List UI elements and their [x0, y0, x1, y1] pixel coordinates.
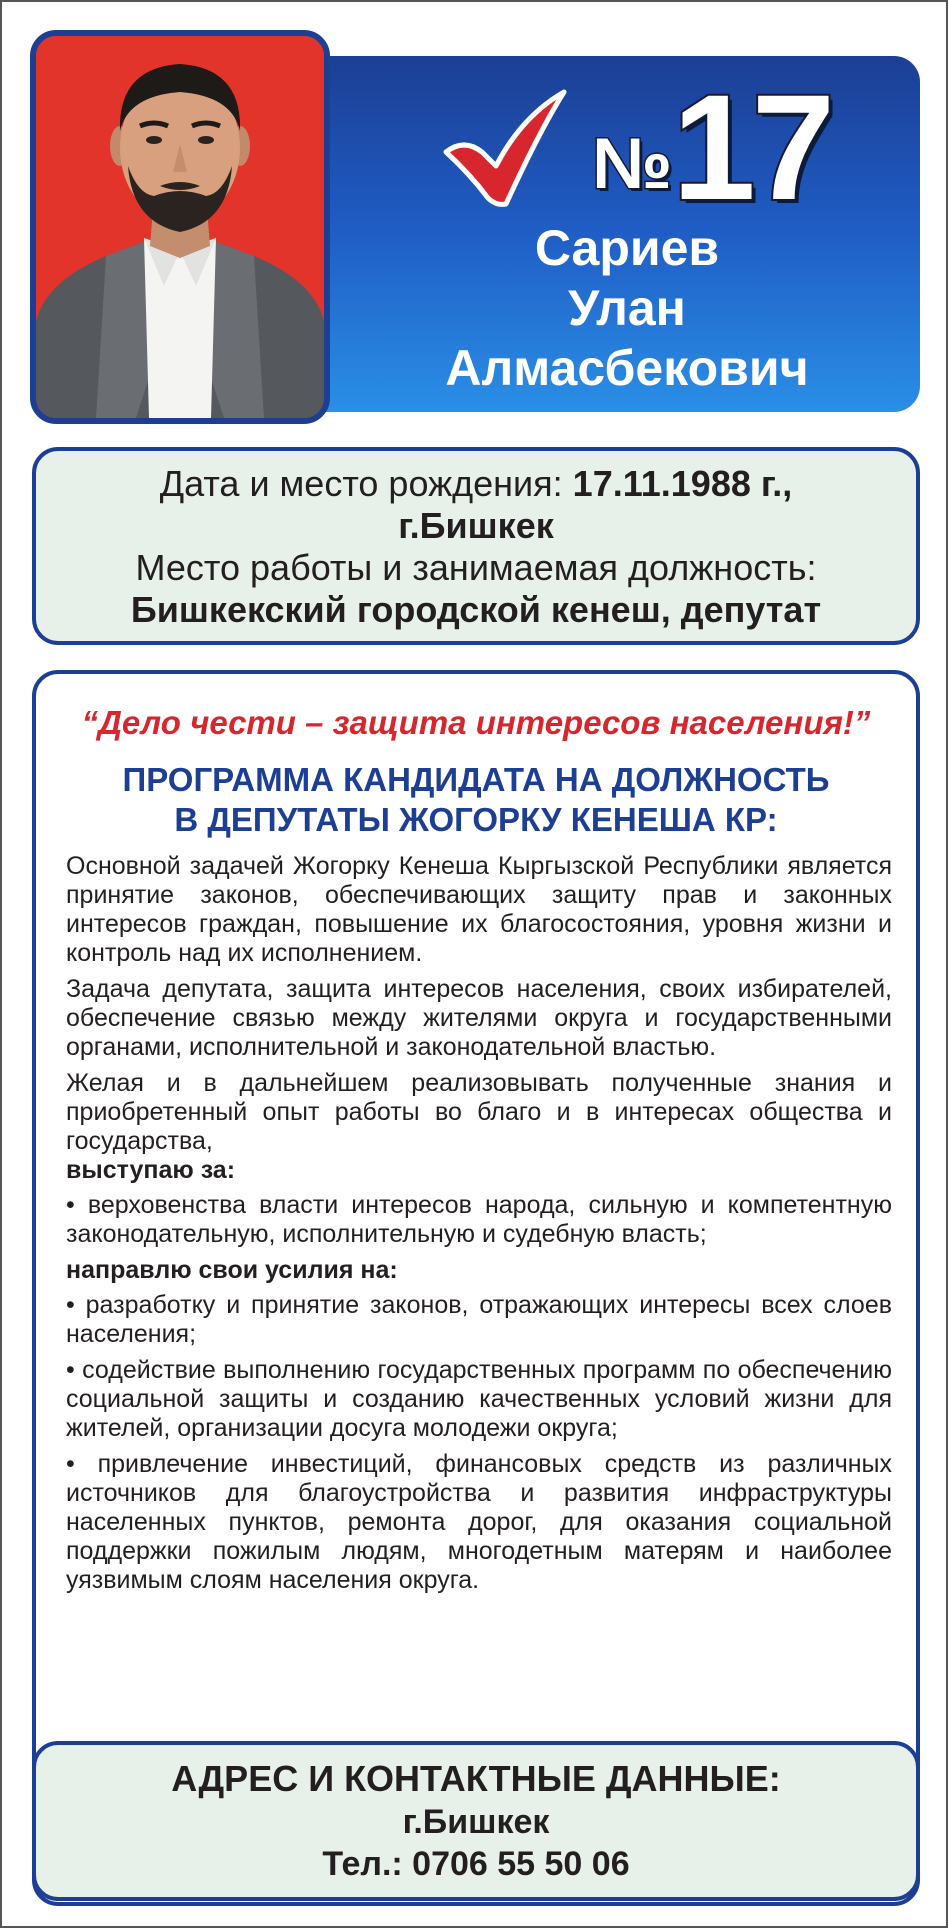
candidate-photo	[30, 30, 330, 424]
list-item: • содействие выполнению государственных программ по обеспечению социальной защиты и созданию качественных условий жизни для жителей, организации досуга молодежи округа;	[66, 1356, 892, 1442]
program-text	[66, 852, 892, 1602]
program-title	[36, 760, 916, 840]
surname: Сариев	[534, 220, 720, 276]
number-value: 17	[672, 63, 832, 231]
candidate-name	[402, 218, 852, 398]
first-name: Улан	[568, 280, 686, 336]
work-value: Бишкекский городской кенеш, депутат	[130, 589, 822, 630]
list-item: • разработку и принятие законов, отражающих интересы всех слоев населения;	[66, 1291, 892, 1348]
efforts-heading: направлю свои усилия на:	[66, 1256, 398, 1284]
program-title-line: ПРОГРАММА КАНДИДАТА НА ДОЛЖНОСТЬ	[122, 761, 830, 798]
program-title-line: В ДЕПУТАТЫ ЖОГОРКУ КЕНЕША КР:	[174, 801, 778, 838]
list-item: • привлечение инвестиций, финансовых средств из различных источников для благоустройства и развития инфраструктуры населенных пунктов, ремонта дорог, для оказания социальной поддержки пожилым людям, многодетным матерям и наиболее уязвимым слоям населения округа.	[66, 1450, 892, 1594]
contact-title: АДРЕС И КОНТАКТНЫЕ ДАННЫЕ:	[171, 1758, 781, 1799]
work-value-line	[36, 589, 916, 631]
birth-date: 17.11.1988 г.,	[572, 463, 793, 504]
patronymic: Алмасбекович	[445, 340, 809, 396]
birth-line	[36, 463, 916, 505]
program-box	[32, 670, 920, 1906]
support-heading: выступаю за:	[66, 1156, 236, 1184]
birth-place: г.Бишкек	[398, 505, 554, 546]
birth-label: Дата и место рождения:	[159, 463, 573, 504]
list-item: • верховенства власти интересов народа, сильную и компетентную законодательную, исполнительную и судебную власть;	[66, 1191, 892, 1248]
work-label: Место работы и занимаемая должность:	[135, 547, 817, 588]
contact-box	[32, 1741, 920, 1901]
check-icon	[440, 86, 570, 208]
slogan: “Дело чести – защита интересов населения!”	[81, 704, 871, 741]
paragraph: Основной задачей Жогорку Кенеша Кыргызской Республики является принятие законов, обеспечивающих защиту прав и законных интересов граждан, повышение их благосостояния, уровня жизни и контроль над их исполнением.	[66, 852, 892, 967]
paragraph: Желая и в дальнейшем реализовывать полученные знания и приобретенный опыт работы во благо и в интересах общества и государства,	[66, 1069, 892, 1155]
contact-city: г.Бишкек	[402, 1803, 550, 1841]
info-box	[32, 447, 920, 645]
contact-phone: Тел.: 0706 55 50 06	[322, 1845, 630, 1883]
number-sign: №	[592, 124, 673, 204]
birth-place-line	[36, 505, 916, 547]
candidate-number	[592, 63, 922, 231]
paragraph: Задача депутата, защита интересов населения, своих избирателей, обеспечение связью между жителями округа и государственными органами, исполнительной и законодательной властью.	[66, 975, 892, 1061]
